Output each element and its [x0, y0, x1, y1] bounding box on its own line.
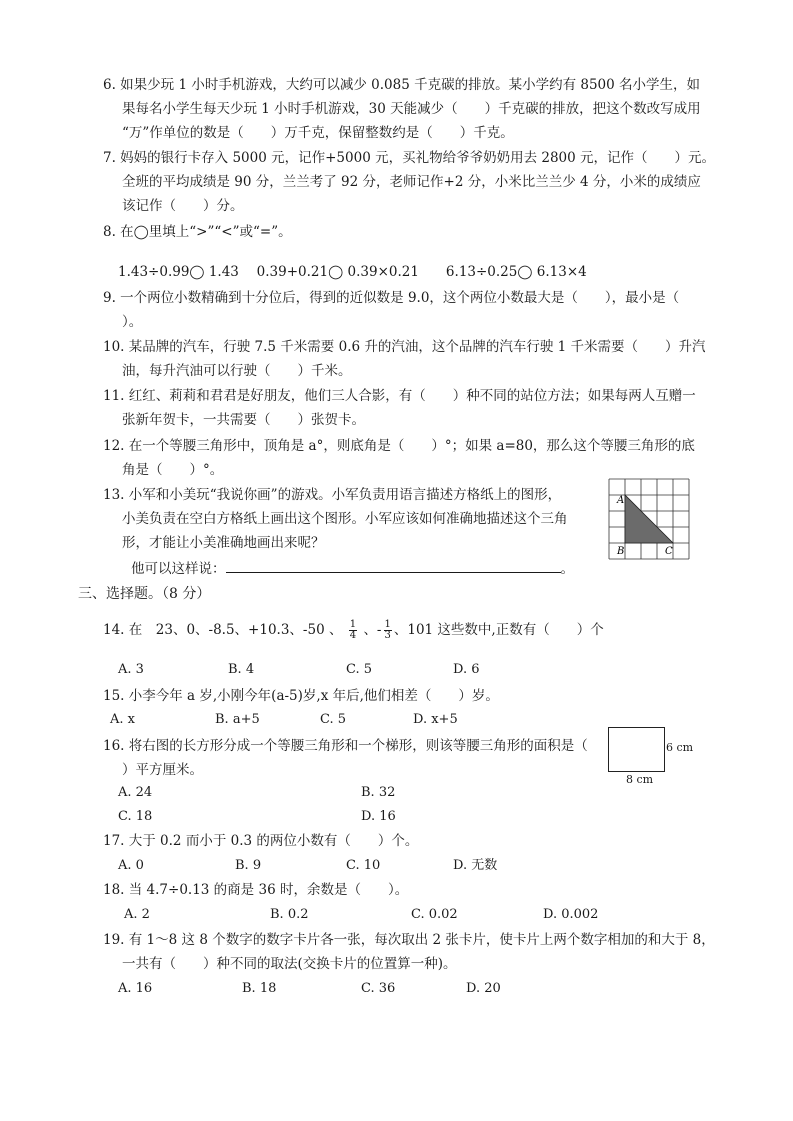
q13-triangle [625, 495, 673, 543]
q19-option-a[interactable]: A. 16 [118, 981, 153, 996]
q14-fraction-third: $\frac{1}{3}$ [384, 619, 391, 641]
q16-option-b[interactable]: B. 32 [361, 785, 396, 800]
q14-option-c[interactable]: C. 5 [346, 662, 373, 677]
q16-height-label: 6 cm [666, 741, 694, 754]
q16-line2: ）平方厘米。 [122, 762, 203, 778]
q10-line2: 油，每升汽油可以行驶（ ）千米。 [122, 363, 352, 379]
q14-option-b[interactable]: B. 4 [228, 662, 255, 677]
q17-option-d[interactable]: D. 无数 [453, 858, 498, 873]
q7-line1: 7. 妈妈的银行卡存入 5000 元，记作+5000 元，买礼物给爷爷奶奶用去 2800 元，记作（ ）元。 [103, 150, 716, 166]
section3-title: 三、选择题。（8 分） [78, 586, 211, 602]
q15-line1: 15. 小李今年 a 岁,小刚今年(a-5)岁,x 年后,他们相差（ ）岁。 [103, 688, 499, 704]
q13-label-b: B [617, 546, 625, 557]
q8-line1: 8. 在◯里填上“>”“<”或“=”。 [103, 224, 292, 240]
q19-line2: 一共有（ ）种不同的取法(交换卡片的位置算一种)。 [122, 956, 457, 972]
q19-line1: 19. 有 1～8 这 8 个数字的数字卡片各一张，每次取出 2 张卡片，使卡片上两个数字相加的和大于 8， [103, 932, 715, 948]
q18-option-c[interactable]: C. 0.02 [411, 907, 458, 922]
q16-option-c[interactable]: C. 18 [118, 809, 153, 824]
q19-option-c[interactable]: C. 36 [361, 981, 396, 996]
q14-prefix: 14. 在 23、0、-8.5、+10.3、-50 、 [103, 622, 343, 638]
q18-line1: 18. 当 4.7÷0.13 的商是 36 时，余数是（ ）。 [103, 882, 409, 898]
q13-answer-blank[interactable] [226, 558, 561, 573]
q13-line2: 小美负责在空白方格纸上画出这个图形。小军应该如何准确地描述这个三角 [122, 511, 568, 527]
q13-grid-figure [608, 478, 690, 562]
q13-label-a: A [617, 495, 625, 506]
q16-option-d[interactable]: D. 16 [361, 809, 396, 824]
q17-option-a[interactable]: A. 0 [118, 858, 144, 873]
q7-line3: 该记作（ ）分。 [122, 198, 244, 214]
q14-suffix: 、101 这些数中,正数有（ ）个 [393, 622, 604, 638]
q15-option-c[interactable]: C. 5 [320, 712, 347, 727]
q8-expressions: 1.43÷0.99◯ 1.43 0.39+0.21◯ 0.39×0.21 6.13÷0.25◯ 6.13×4 [118, 264, 587, 280]
q11-line1: 11. 红红、莉莉和君君是好朋友，他们三人合影，有（ ）种不同的站位方法；如果每两人互赠一 [103, 388, 696, 404]
q13-line1: 13. 小军和小美玩“我说你画”的游戏。小军负责用语言描述方格纸上的图形， [103, 487, 562, 503]
q19-option-d[interactable]: D. 20 [466, 981, 501, 996]
q15-option-b[interactable]: B. a+5 [215, 712, 260, 727]
q18-option-d[interactable]: D. 0.002 [543, 907, 599, 922]
q16-rectangle-figure [608, 727, 665, 772]
q16-width-label: 8 cm [626, 773, 654, 786]
q14-fraction-quarter: $\frac{1}{4}$ [349, 619, 357, 641]
q12-line2: 角是（ ）°。 [122, 462, 224, 478]
q6-line1: 6. 如果少玩 1 小时手机游戏，大约可以减少 0.085 千克碳的排放。某小学约有 8500 名小学生，如 [103, 77, 701, 93]
q19-option-b[interactable]: B. 18 [242, 981, 277, 996]
q6-line2: 果每名小学生每天少玩 1 小时手机游戏，30 天能减少（ ）千克碳的排放，把这个数改写成用 [122, 101, 701, 117]
q17-line1: 17. 大于 0.2 而小于 0.3 的两位小数有（ ）个。 [103, 833, 419, 849]
q10-line1: 10. 某品牌的汽车，行驶 7.5 千米需要 0.6 升的汽油，这个品牌的汽车行驶 1 千米需要（ ）升汽 [103, 339, 706, 355]
q14-option-a[interactable]: A. 3 [118, 662, 144, 677]
q14-line1 [103, 620, 604, 641]
q12-line1: 12. 在一个等腰三角形中，顶角是 a°，则底角是（ ）°；如果 a=80，那么这个等腰三角形的底 [103, 438, 695, 454]
q13-answer-end: 。 [560, 561, 574, 577]
q15-option-a[interactable]: A. x [110, 712, 135, 727]
q13-answer-prompt: 他可以这样说： [131, 561, 226, 577]
q13-answer-line [131, 558, 574, 579]
q13-label-c: C [665, 546, 673, 557]
q17-option-b[interactable]: B. 9 [235, 858, 262, 873]
q13-line3: 形，才能让小美准确地画出来呢？ [122, 535, 325, 551]
q17-option-c[interactable]: C. 10 [346, 858, 381, 873]
q7-line2: 全班的平均成绩是 90 分，兰兰考了 92 分，老师记作+2 分，小米比兰兰少 4 分，小米的成绩应 [122, 174, 701, 190]
q18-option-a[interactable]: A. 2 [124, 907, 150, 922]
q6-line3: “万”作单位的数是（ ）万千克，保留整数约是（ ）千克。 [122, 125, 514, 141]
q9-line2: ）。 [122, 314, 143, 330]
q9-line1: 9. 一个两位小数精确到十分位后，得到的近似数是 9.0，这个两位小数最大是（ ），最小是（ [103, 290, 680, 306]
q16-option-a[interactable]: A. 24 [118, 785, 153, 800]
q15-option-d[interactable]: D. x+5 [413, 712, 458, 727]
q16-line1: 16. 将右图的长方形分成一个等腰三角形和一个梯形，则该等腰三角形的面积是（ [103, 738, 588, 754]
q14-option-d[interactable]: D. 6 [453, 662, 480, 677]
q18-option-b[interactable]: B. 0.2 [270, 907, 309, 922]
q11-line2: 张新年贺卡，一共需要（ ）张贺卡。 [122, 412, 365, 428]
q14-sep: 、- [363, 622, 382, 638]
